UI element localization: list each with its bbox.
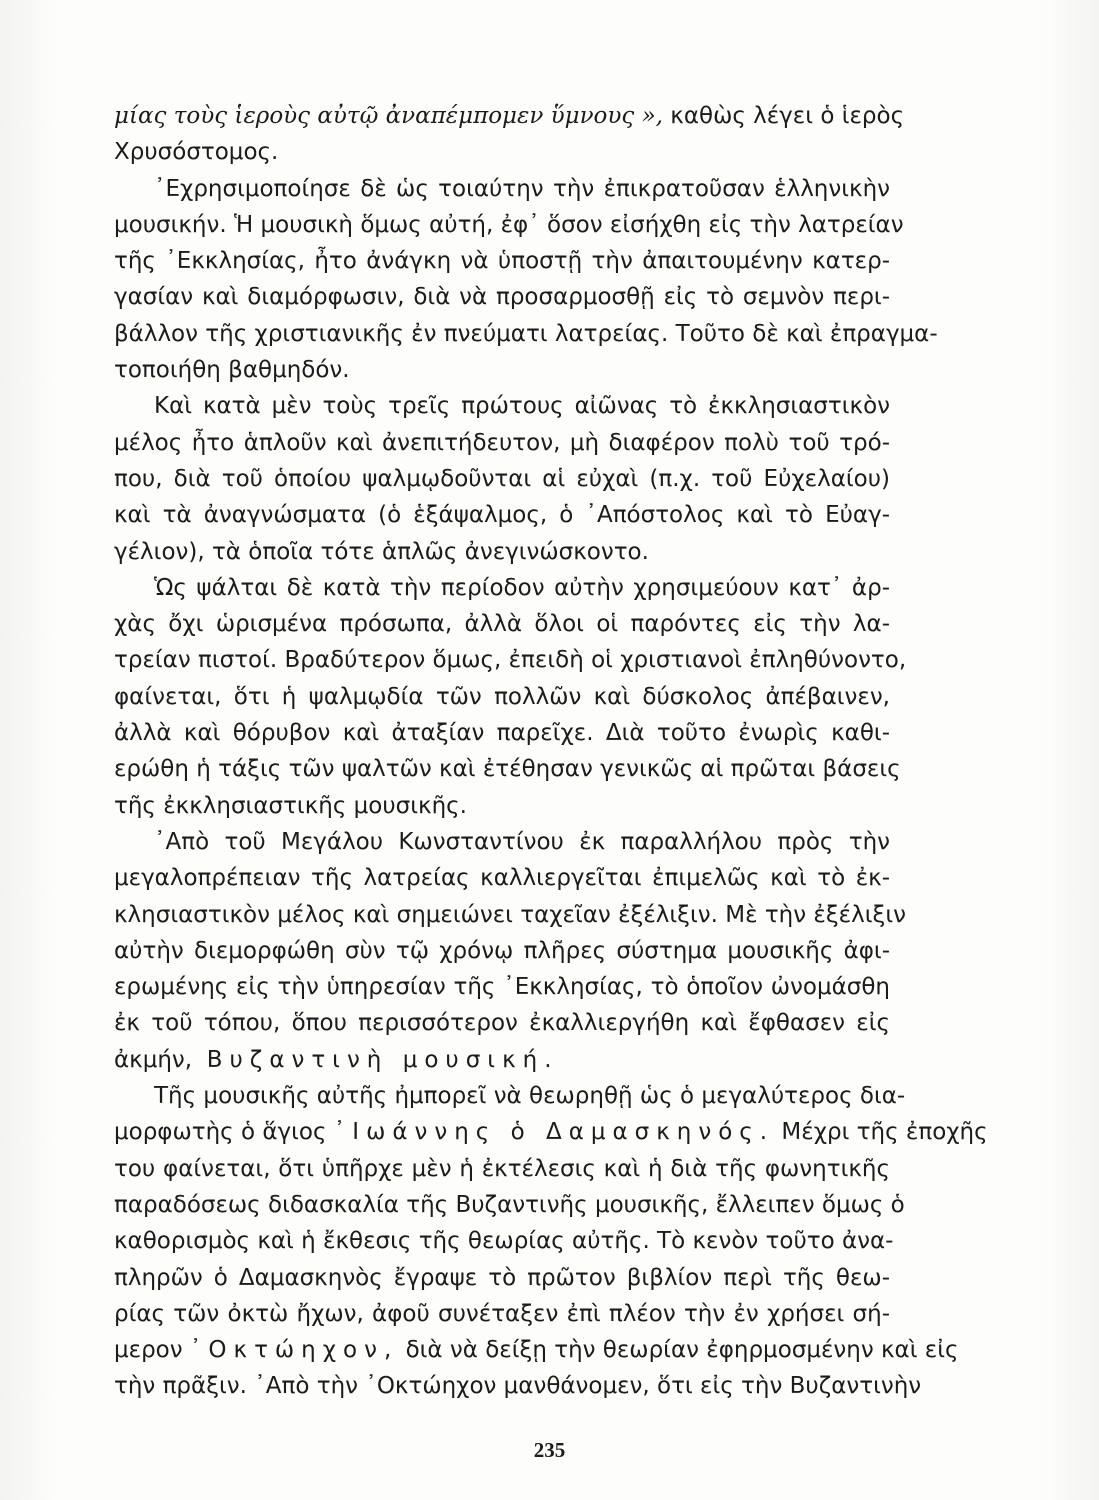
text-line: φαίνεται, ὅτι ἡ ψαλμῳδία τῶν πολλῶν καὶ δύσκολος ἀπέβαινεν, xyxy=(114,683,890,710)
text-line: γασίαν καὶ διαμόρφωσιν, διὰ νὰ προσαρμοσθῇ εἰς τὸ σεμνὸν περι- xyxy=(114,284,890,311)
text-line: τῆς ᾽Εκκλησίας, ἦτο ἀνάγκη νὰ ὑποστῇ τὴν ἀπαιτουμένην κατερ- xyxy=(114,248,890,275)
text-line: ρίας τῶν ὀκτὼ ἤχων, ἀφοῦ συνέταξεν ἐπὶ πλέον τὴν ἐν χρήσει σή- xyxy=(114,1300,890,1327)
page-number: 235 xyxy=(533,1438,566,1462)
text-line: χὰς ὄχι ὡρισμένα πρόσωπα, ἀλλὰ ὅλοι οἱ παρόντες εἰς τὴν λα- xyxy=(114,611,890,638)
text-line: ᾽Εχρησιμοποίησε δὲ ὡς τοιαύτην τὴν ἐπικρατοῦσαν ἑλληνικὴν xyxy=(154,175,890,202)
text-line: μουσικήν. Ἡ μουσικὴ ὅμως αὐτή, ἐφ᾽ ὅσον εἰσήχθη εἰς τὴν λατρείαν xyxy=(114,211,904,238)
text-line: ἀλλὰ καὶ θόρυβον καὶ ἀταξίαν παρεῖχε. Διὰ τοῦτο ἐνωρὶς καθι- xyxy=(114,720,890,747)
text-line: αὐτὴν διεμορφώθη σὺν τῷ χρόνῳ πλῆρες σύστημα μουσικῆς ἀφι- xyxy=(114,937,890,964)
text-line: μίας τοὺς ἱεροὺς αὐτῷ ἀναπέμπομεν ὕμνους », καθὼς λέγει ὁ ἱερὸς xyxy=(114,103,905,129)
text-line: ερώθη ἡ τάξις τῶν ψαλτῶν καὶ ἐτέθησαν γενικῶς αἱ πρῶται βάσεις xyxy=(114,756,901,783)
text-line: τρείαν πιστοί. Βραδύτερον ὅμως, ἐπειδὴ οἱ χριστιανοὶ ἐπληθύνοντο, xyxy=(114,647,907,674)
italic-quote: μίας τοὺς ἱεροὺς αὐτῷ ἀναπέμπομεν ὕμνους », xyxy=(114,103,663,129)
text-line: Χρυσόστομος. xyxy=(114,139,279,166)
text-line: που, διὰ τοῦ ὁποίου ψαλμῳδοῦνται αἱ εὐχαὶ (π.χ. τοῦ Εὐχελαίου) xyxy=(114,465,890,492)
text-line: καὶ τὰ ἀναγνώσματα (ὁ ἑξάψαλμος, ὁ ᾽Απόστολος καὶ τὸ Εὐαγ- xyxy=(114,502,890,529)
text-line: του φαίνεται, ὅτι ὑπῆρχε μὲν ἡ ἐκτέλεσις καὶ ἡ διὰ τῆς φωνητικῆς xyxy=(114,1155,890,1182)
text-line: ᾽Απὸ τοῦ Μεγάλου Κωνσταντίνου ἐκ παραλλήλου πρὸς τὴν xyxy=(154,828,890,855)
text-line: ερωμένης εἰς τὴν ὑπηρεσίαν τῆς ᾽Εκκλησίας, τὸ ὁποῖον ὠνομάσθη xyxy=(114,974,890,1001)
text-line: Ὡς ψάλται δὲ κατὰ τὴν περίοδον αὐτὴν χρησιμεύουν κατ᾽ ἀρ- xyxy=(154,574,890,601)
text-line: βάλλον τῆς χριστιανικῆς ἐν πνεύματι λατρείας. Τοῦτο δὲ καὶ ἐπραγμα- xyxy=(114,320,938,347)
body-text xyxy=(114,98,988,1405)
text-line: Τῆς μουσικῆς αὐτῆς ἠμπορεῖ νὰ θεωρηθῇ ὡς ὁ μεγαλύτερος δια- xyxy=(154,1083,906,1110)
text-line: τοποιήθη βαθμηδόν. xyxy=(114,357,350,384)
text-line: κλησιαστικὸν μέλος καὶ σημειώνει ταχεῖαν ἐξέλιξιν. Μὲ τὴν ἐξέλιξιν xyxy=(114,901,906,928)
text-line: μερον ᾽Οκτώηχον, διὰ νὰ δείξῃ τὴν θεωρίαν ἐφηρμοσμένην καὶ εἰς xyxy=(114,1337,959,1364)
spaced-term: ᾽Ιωάννης ὁ Δαμασκηνός. xyxy=(333,1119,775,1146)
text-line: μέλος ἦτο ἁπλοῦν καὶ ἀνεπιτήδευτον, μὴ διαφέρον πολὺ τοῦ τρό- xyxy=(114,429,890,456)
text-line: παραδόσεως διδασκαλία τῆς Βυζαντινῆς μουσικῆς, ἔλλειπεν ὅμως ὁ xyxy=(114,1191,905,1218)
text-line: τῆς ἐκκλησιαστικῆς μουσικῆς. xyxy=(114,792,467,819)
text-line: ἀκμήν, Βυζαντινὴ μουσική. xyxy=(114,1046,559,1073)
spaced-term: ᾽Οκτώηχον, xyxy=(189,1337,399,1364)
text-line: τὴν πρᾶξιν. ᾽Απὸ τὴν ᾽Οκτώηχον μανθάνομεν, ὅτι εἰς τὴν Βυζαντινὴν xyxy=(114,1373,922,1400)
text-line: Καὶ κατὰ μὲν τοὺς τρεῖς πρώτους αἰῶνας τὸ ἐκκλησιαστικὸν xyxy=(154,393,890,420)
text-line: μορφωτὴς ὁ ἅγιος ᾽Ιωάννης ὁ Δαμασκηνός. Μέχρι τῆς ἐποχῆς xyxy=(114,1119,988,1146)
spaced-term: Βυζαντινὴ μουσική. xyxy=(206,1046,559,1073)
text-line: καθορισμὸς καὶ ἡ ἔκθεσις τῆς θεωρίας αὐτῆς. Τὸ κενὸν τοῦτο ἀνα- xyxy=(114,1228,894,1255)
text-line: ἐκ τοῦ τόπου, ὅπου περισσότερον ἐκαλλιεργήθη καὶ ἔφθασεν εἰς xyxy=(114,1010,890,1037)
text-line: γέλιον), τὰ ὁποῖα τότε ἁπλῶς ἀνεγινώσκοντο. xyxy=(114,538,649,565)
text-line: μεγαλοπρέπειαν τῆς λατρείας καλλιεργεῖται ἐπιμελῶς καὶ τὸ ἐκ- xyxy=(114,865,890,892)
text-line: πληρῶν ὁ Δαμασκηνὸς ἔγραψε τὸ πρῶτον βιβλίον περὶ τῆς θεω- xyxy=(114,1264,890,1291)
